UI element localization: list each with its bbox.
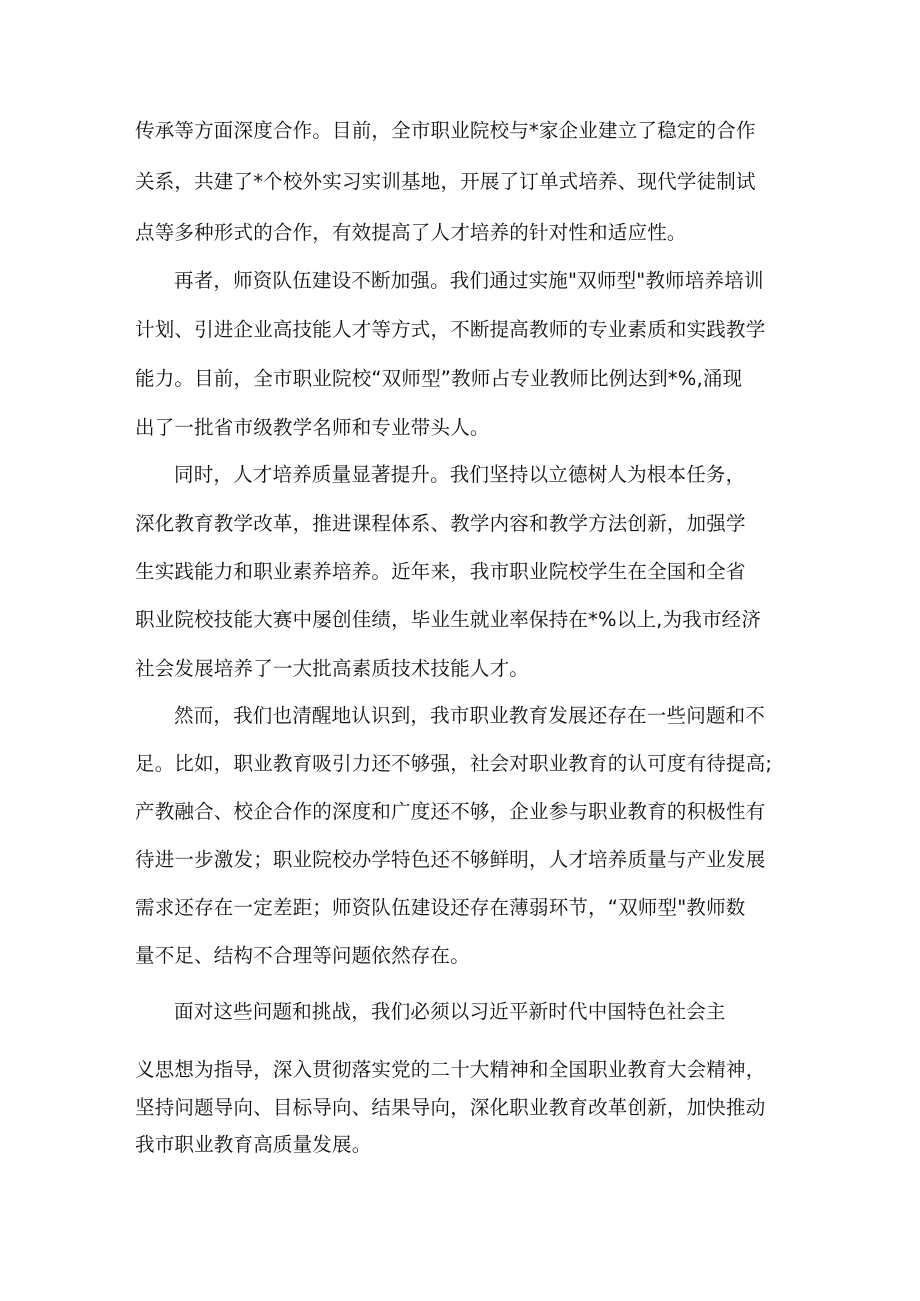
text-line: 足。比如，职业教育吸引力还不够强，社会对职业教育的认可度有待提高; bbox=[135, 752, 773, 775]
text-line: 我市职业教育高质量发展。 bbox=[135, 1133, 372, 1156]
text-line: 义思想为指导，深入贯彻落实党的二十大精神和全国职业教育大会精神， bbox=[135, 1058, 766, 1081]
text-line: 产教融合、校企合作的深度和广度还不够，企业参与职业教育的积极性有 bbox=[135, 800, 766, 823]
text-line: 面对这些问题和挑战，我们必须以习近平新时代中国特色社会主 bbox=[174, 1000, 726, 1023]
text-line: 能力。目前，全市职业院校“双师型”教师占专业教师比例达到*%,涌现 bbox=[135, 367, 743, 390]
text-line: 点等多种形式的合作，有效提高了人才培养的针对性和适应性。 bbox=[135, 221, 687, 244]
text-line: 需求还存在一定差距；师资队伍建设还存在薄弱环节，“双师型"教师数 bbox=[135, 896, 746, 919]
text-line: 计划、引进企业高技能人才等方式，不断提高教师的专业素质和实践教学 bbox=[135, 318, 766, 341]
text-line: 社会发展培养了一大批高素质技术技能人才。 bbox=[135, 657, 530, 680]
text-line: 出了一批省市级教学名师和专业带头人。 bbox=[135, 416, 490, 439]
text-line: 同时，人才培养质量显著提升。我们坚持以立德树人为根本任务， bbox=[174, 463, 746, 486]
text-line: 再者，师资队伍建设不断加强。我们通过实施"双师型"教师培养培训 bbox=[174, 269, 764, 292]
text-line: 生实践能力和职业素养培养。近年来，我市职业院校学生在全国和全省 bbox=[135, 560, 746, 583]
text-line: 传承等方面深度合作。目前，全市职业院校与*家企业建立了稳定的合作 bbox=[135, 119, 756, 142]
text-line: 深化教育教学改革，推进课程体系、教学内容和教学方法创新，加强学 bbox=[135, 512, 746, 535]
text-line: 然而，我们也清醒地认识到，我市职业教育发展还存在一些问题和不 bbox=[174, 704, 766, 727]
text-line: 职业院校技能大赛中屡创佳绩，毕业生就业率保持在*%以上,为我市经济 bbox=[135, 608, 762, 631]
text-line: 坚持问题导向、目标导向、结果导向，深化职业教育改革创新，加快推动 bbox=[135, 1096, 766, 1119]
text-line: 量不足、结构不合理等问题依然存在。 bbox=[135, 944, 470, 967]
text-line: 关系，共建了*个校外实习实训基地，开展了订单式培养、现代学徒制试 bbox=[135, 170, 756, 193]
text-line: 待进一步激发；职业院校办学特色还不够鲜明，人才培养质量与产业发展 bbox=[135, 848, 766, 871]
